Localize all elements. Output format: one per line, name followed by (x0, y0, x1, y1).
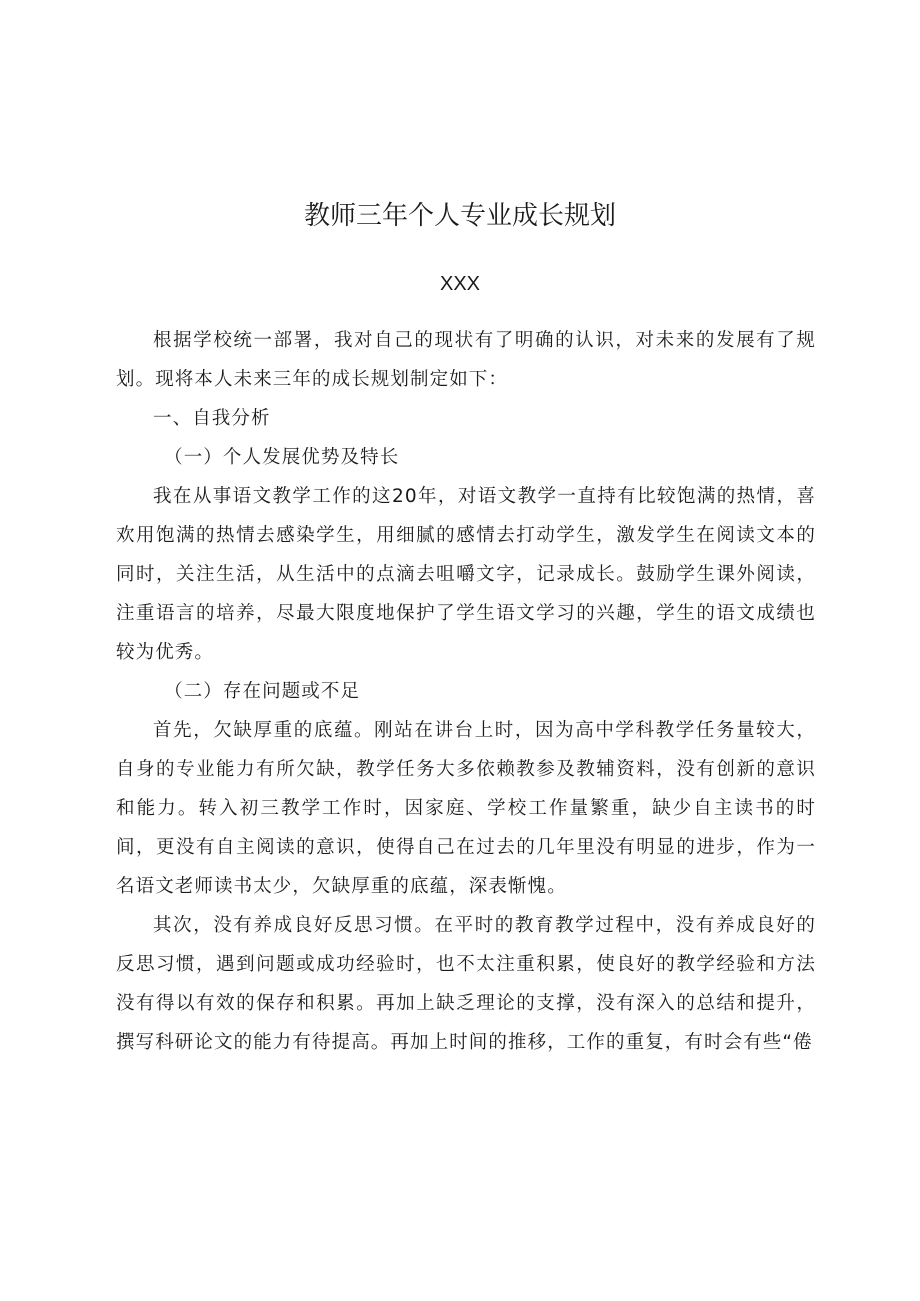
document-body (116, 321, 816, 1062)
problems-paragraph-2: 其次，没有养成良好反思习惯。在平时的教育教学过程中，没有养成良好的反思习惯，遇到问题或成功经验时，也不太注重积累，使良好的教学经验和方法没有得以有效的保存和积累。再加上缺乏理论的支撑，没有深入的总结和提升，撰写科研论文的能力有待提高。再加上时间的推移，工作的重复，有时会有些“倦 (116, 915, 816, 1053)
subsection-heading-problems: （二）存在问题或不足 (164, 681, 361, 702)
problems-paragraph-1: 首先，欠缺厚重的底蕴。刚站在讲台上时，因为高中学科教学任务量较大，自身的专业能力有所欠缺，教学任务大多依赖教参及教辅资料，没有创新的意识和能力。转入初三教学工作时，因家庭、学校工作量繁重，缺少自主读书的时间，更没有自主阅读的意识，使得自己在过去的几年里没有明显的进步，作为一名语文老师读书太少，欠缺厚重的底蕴，深表惭愧。 (116, 720, 816, 897)
document-title: 教师三年个人专业成长规划 (303, 201, 616, 231)
document-author: XXX (439, 273, 481, 295)
section-heading-self-analysis: 一、自我分析 (153, 408, 271, 429)
strengths-paragraph: 我在从事语文教学工作的这20年，对语文教学一直持有比较饱满的热情，喜欢用饱满的热情去感染学生，用细腻的感情去打动学生，激发学生在阅读文本的同时，关注生活，从生活中的点滴去咀嚼文字，记录成长。鼓励学生课外阅读，注重语言的培养，尽最大限度地保护了学生语文学习的兴趣，学生的语文成绩也较为优秀。 (116, 486, 816, 663)
subsection-heading-strengths: （一）个人发展优势及特长 (164, 447, 400, 468)
intro-paragraph: 根据学校统一部署，我对自己的现状有了明确的认识，对未来的发展有了规划。现将本人未来三年的成长规划制定如下： (116, 330, 816, 390)
